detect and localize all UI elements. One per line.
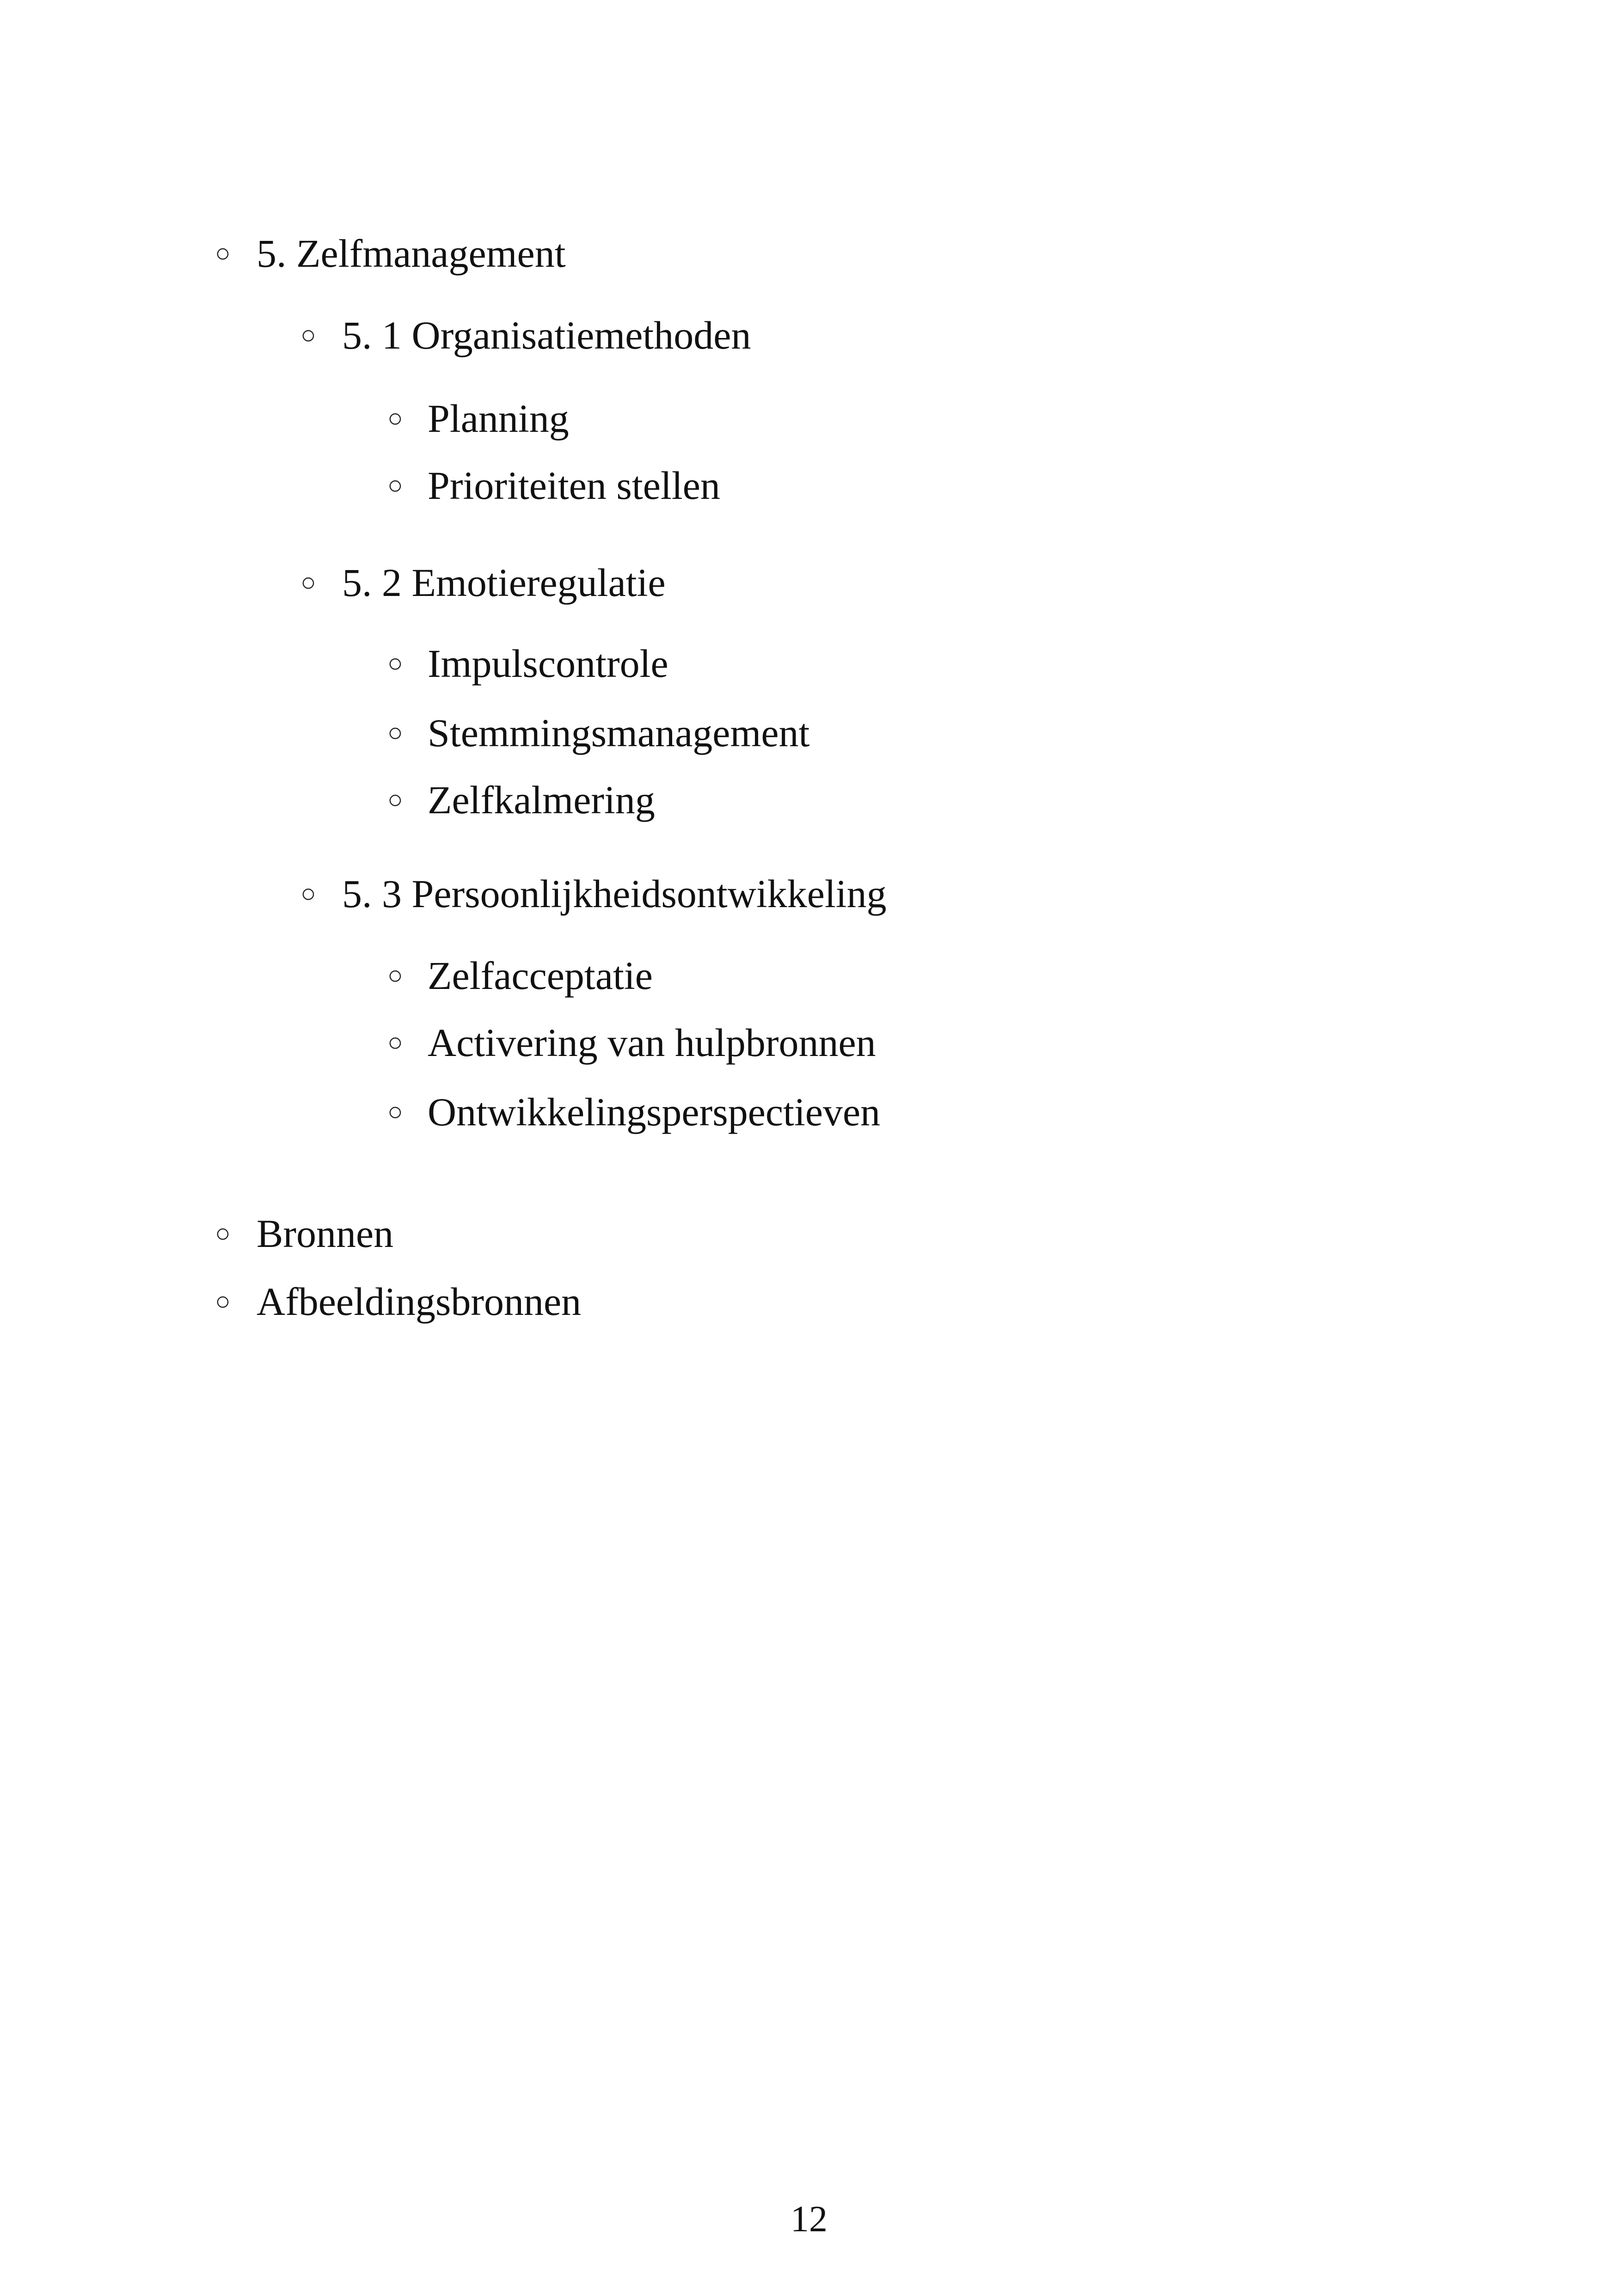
- toc-item-activering-van-hulpbronnen: Activering van hulpbronnen: [428, 1020, 876, 1065]
- bullet-icon: ○: [300, 879, 316, 908]
- bullet-icon: ○: [387, 718, 403, 747]
- toc-item-bronnen: Bronnen: [257, 1211, 394, 1256]
- toc-item-persoonlijkheidsontwikkeling: 5. 3 Persoonlijkheidsontwikkeling: [342, 872, 887, 916]
- page-number: 12: [791, 2199, 827, 2240]
- bullet-icon: ○: [300, 568, 316, 597]
- bullet-icon: ○: [300, 321, 316, 350]
- toc-item-impulscontrole: Impulscontrole: [428, 641, 668, 686]
- bullet-icon: ○: [215, 1287, 231, 1316]
- bullet-icon: ○: [387, 471, 403, 500]
- toc-item-ontwikkelingsperspectieven: Ontwikkelingsperspectieven: [428, 1090, 881, 1134]
- bullet-icon: ○: [387, 1028, 403, 1057]
- toc-item-prioriteiten-stellen: Prioriteiten stellen: [428, 463, 720, 508]
- bullet-icon: ○: [387, 404, 403, 433]
- toc-item-planning: Planning: [428, 396, 569, 441]
- toc-item-zelfacceptatie: Zelfacceptatie: [428, 953, 653, 998]
- toc-item-stemmingsmanagement: Stemmingsmanagement: [428, 711, 810, 755]
- toc-item-zelfkalmering: Zelfkalmering: [428, 778, 655, 822]
- toc-item-zelfmanagement: 5. Zelfmanagement: [257, 231, 566, 276]
- bullet-icon: ○: [387, 1098, 403, 1126]
- bullet-icon: ○: [215, 239, 231, 268]
- bullet-icon: ○: [387, 649, 403, 678]
- toc-item-afbeeldingsbronnen: Afbeeldingsbronnen: [257, 1279, 582, 1324]
- bullet-icon: ○: [215, 1219, 231, 1248]
- toc-item-organisatiemethoden: 5. 1 Organisatiemethoden: [342, 313, 751, 357]
- bullet-icon: ○: [387, 786, 403, 814]
- bullet-icon: ○: [387, 961, 403, 990]
- toc-item-emotieregulatie: 5. 2 Emotieregulatie: [342, 560, 666, 605]
